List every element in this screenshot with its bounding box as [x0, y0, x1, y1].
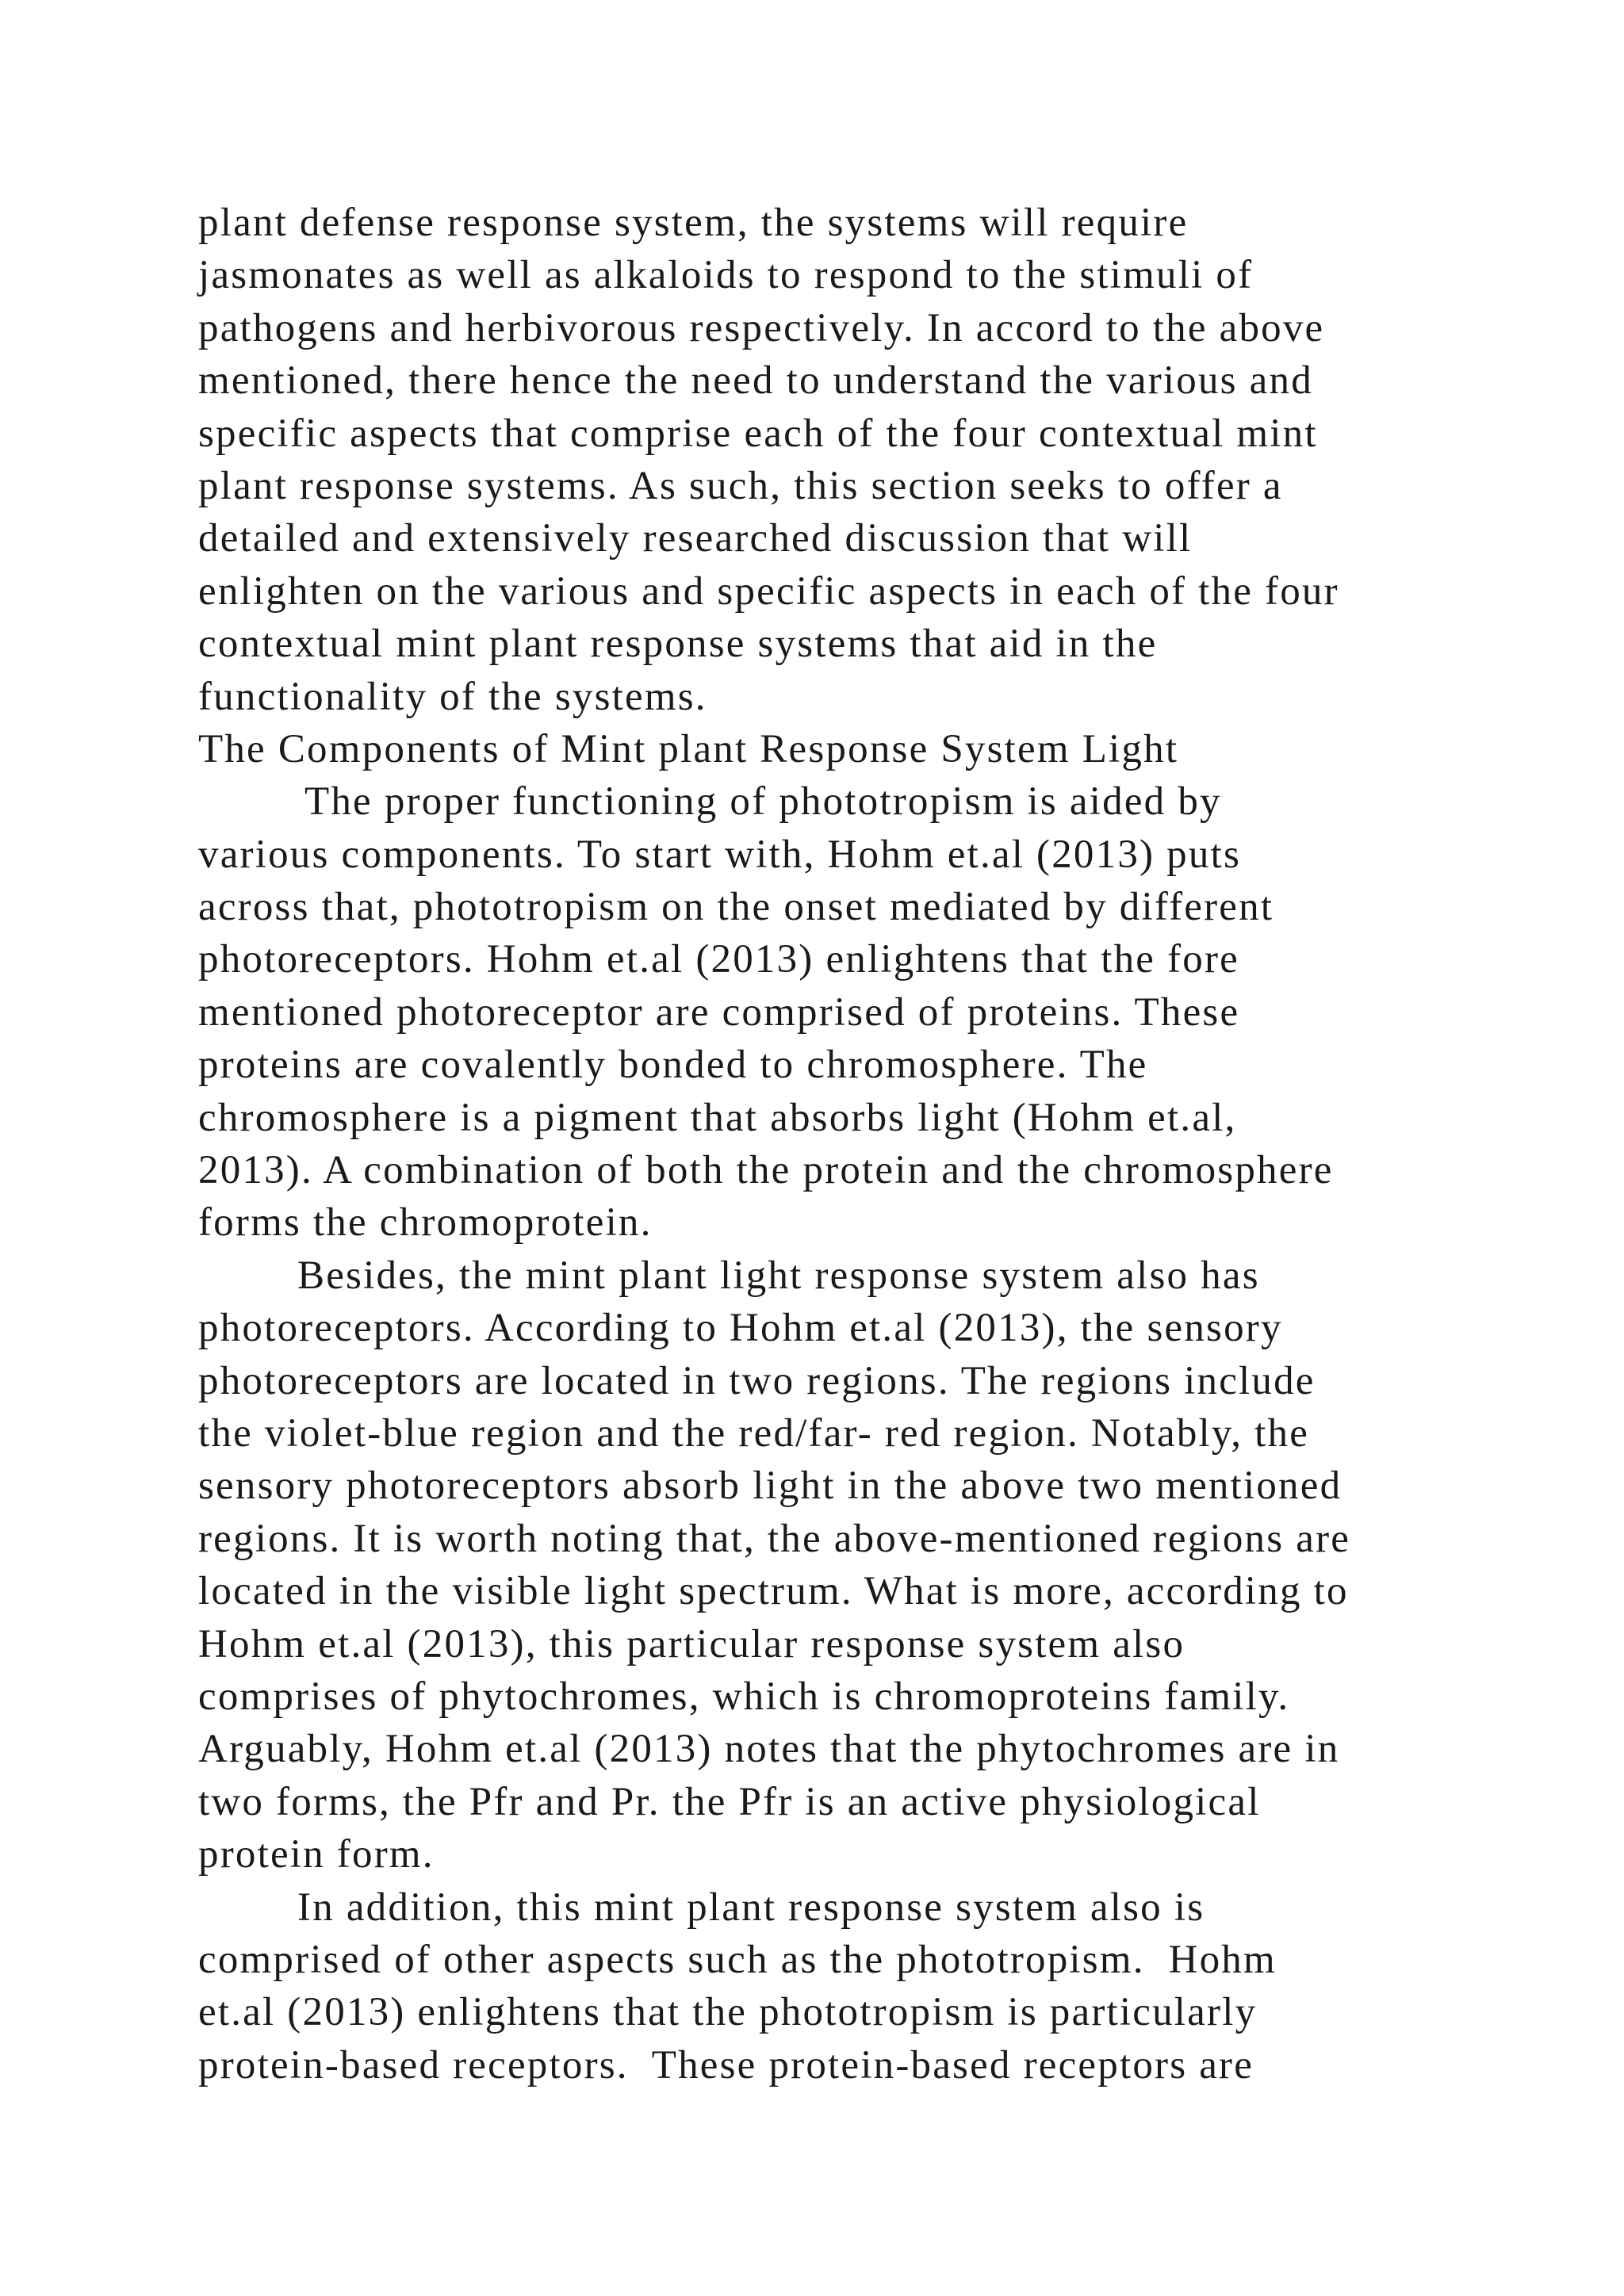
body-text [198, 197, 1546, 2091]
text-line: enlighten on the various and specific aspects in each of the four [198, 568, 1339, 614]
text-line: sensory photoreceptors absorb light in the above two mentioned [198, 1464, 1342, 1509]
text-line: forms the chromoprotein. [198, 1200, 653, 1246]
text-line: photoreceptors. Hohm et.al (2013) enlightens that the fore [198, 937, 1240, 982]
text-line: jasmonates as well as alkaloids to respond to the stimuli of [198, 253, 1254, 298]
text-line: across that, phototropism on the onset mediated by different [198, 885, 1274, 930]
text-line: mentioned, there hence the need to understand the various and [198, 358, 1313, 404]
text-line: Besides, the mint plant light response system also has [297, 1253, 1260, 1298]
text-line: Arguably, Hohm et.al (2013) notes that the phytochromes are in [198, 1727, 1340, 1772]
text-line: functionality of the systems. [198, 674, 707, 719]
text-line: various components. To start with, Hohm et.al (2013) puts [198, 832, 1241, 877]
text-line: plant response systems. As such, this section seeks to offer a [198, 463, 1283, 508]
text-line: In addition, this mint plant response system also is [297, 1885, 1205, 1930]
text-line: two forms, the Pfr and Pr. the Pfr is an active physiological [198, 1779, 1261, 1824]
text-line: chromosphere is a pigment that absorbs light (Hohm et.al, [198, 1095, 1237, 1140]
text-line: the violet-blue region and the red/far- red region. Notably, the [198, 1410, 1310, 1456]
text-line: regions. It is worth noting that, the above-mentioned regions are [198, 1516, 1351, 1561]
text-line: detailed and extensively researched discussion that will [198, 516, 1193, 561]
text-line: contextual mint plant response systems that aid in the [198, 622, 1158, 667]
text-line: et.al (2013) enlightens that the phototropism is particularly [198, 1990, 1258, 2035]
text-line: plant defense response system, the systems will require [198, 201, 1189, 245]
text-line: located in the visible light spectrum. What is more, according to [198, 1569, 1349, 1614]
text-line: specific aspects that comprise each of the four contextual mint [198, 411, 1318, 456]
text-line: mentioned photoreceptor are comprised of proteins. These [198, 989, 1240, 1035]
text-line: protein form. [198, 1832, 435, 1877]
text-line: pathogens and herbivorous respectively. In accord to the above [198, 305, 1325, 350]
text-line: comprised of other aspects such as the phototropism. Hohm [198, 1937, 1277, 1982]
text-line: comprises of phytochromes, which is chromoproteins family. [198, 1674, 1290, 1719]
text-line: The proper functioning of phototropism is aided by [304, 779, 1222, 825]
text-line: photoreceptors are located in two regions. The regions include [198, 1358, 1316, 1403]
section-heading: The Components of Mint plant Response System Light [198, 726, 1179, 771]
text-line: Hohm et.al (2013), this particular response system also [198, 1621, 1185, 1667]
text-line: 2013). A combination of both the protein and the chromosphere [198, 1148, 1334, 1193]
text-line: protein-based receptors. These protein-based receptors are [198, 2042, 1254, 2087]
text-line: proteins are covalently bonded to chromosphere. The [198, 1043, 1148, 1088]
text-line: photoreceptors. According to Hohm et.al (2013), the sensory [198, 1306, 1283, 1351]
